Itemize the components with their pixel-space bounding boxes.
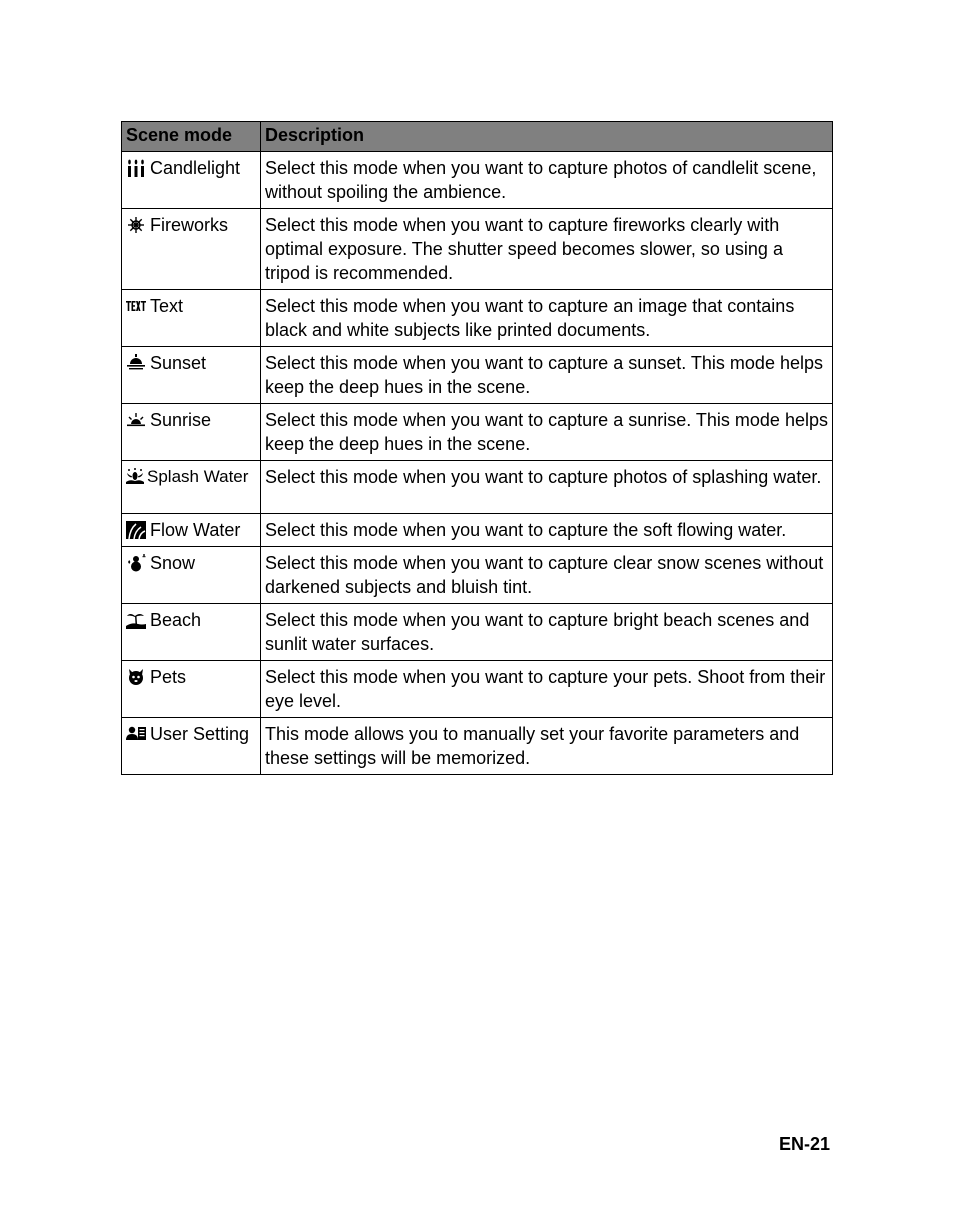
table-row — [122, 152, 833, 209]
scene-description: Select this mode when you want to capture your pets. Shoot from their eye level. — [261, 661, 833, 718]
scene-mode-cell — [122, 404, 261, 461]
scene-mode-cell — [122, 547, 261, 604]
scene-mode-cell — [122, 461, 261, 514]
flow-water-icon — [126, 521, 146, 539]
page-number: EN-21 — [779, 1134, 831, 1154]
user-setting-icon — [126, 725, 146, 743]
scene-mode-cell — [122, 661, 261, 718]
table-row — [122, 461, 833, 514]
scene-description: Select this mode when you want to capture fireworks clearly with optimal exposure. The shutter speed becomes slower, so using a tripod is recommended. — [261, 209, 833, 290]
splash-water-icon — [125, 467, 145, 485]
scene-mode-label: Pets — [150, 667, 187, 687]
column-header-description: Description — [261, 122, 833, 152]
sunset-icon — [126, 354, 146, 372]
table-row — [122, 604, 833, 661]
column-header-scene-mode: Scene mode — [122, 122, 261, 152]
scene-mode-label: Text — [150, 296, 184, 316]
scene-description: Select this mode when you want to capture an image that contains black and white subjects like printed documents. — [261, 290, 833, 347]
fireworks-icon — [126, 216, 146, 234]
beach-icon — [126, 611, 146, 629]
scene-mode-label: Splash Water — [147, 467, 249, 486]
scene-mode-cell — [122, 718, 261, 775]
snow-icon — [126, 554, 146, 572]
scene-description: Select this mode when you want to capture bright beach scenes and sunlit water surfaces. — [261, 604, 833, 661]
scene-description: Select this mode when you want to capture photos of splashing water. — [261, 461, 833, 514]
table-header-row — [122, 122, 833, 152]
scene-description: Select this mode when you want to capture clear snow scenes without darkened subjects and bluish tint. — [261, 547, 833, 604]
scene-description: Select this mode when you want to capture a sunset. This mode helps keep the deep hues in the scene. — [261, 347, 833, 404]
scene-mode-label: Flow Water — [150, 520, 241, 540]
scene-mode-cell — [122, 514, 261, 547]
scene-mode-cell — [122, 604, 261, 661]
scene-mode-table — [121, 121, 833, 775]
table-row — [122, 547, 833, 604]
pets-icon — [126, 668, 146, 686]
scene-mode-label: User Setting — [150, 724, 250, 744]
scene-mode-label: Candlelight — [150, 158, 241, 178]
table-row — [122, 404, 833, 461]
table-row — [122, 347, 833, 404]
text-icon — [126, 297, 146, 315]
scene-mode-cell — [122, 152, 261, 209]
table-row — [122, 718, 833, 775]
scene-description: Select this mode when you want to capture the soft flowing water. — [261, 514, 833, 547]
scene-mode-label: Fireworks — [150, 215, 229, 235]
scene-mode-label: Beach — [150, 610, 202, 630]
candlelight-icon — [126, 159, 146, 177]
scene-description: This mode allows you to manually set your favorite parameters and these settings will be memorized. — [261, 718, 833, 775]
scene-mode-cell — [122, 209, 261, 290]
scene-description: Select this mode when you want to capture photos of candlelit scene, without spoiling the ambience. — [261, 152, 833, 209]
table-row — [122, 661, 833, 718]
scene-mode-cell — [122, 290, 261, 347]
table-row — [122, 209, 833, 290]
scene-mode-label: Sunset — [150, 353, 207, 373]
table-row — [122, 514, 833, 547]
sunrise-icon — [126, 411, 146, 429]
scene-mode-cell — [122, 347, 261, 404]
scene-mode-label: Snow — [150, 553, 196, 573]
scene-description: Select this mode when you want to capture a sunrise. This mode helps keep the deep hues in the scene. — [261, 404, 833, 461]
scene-mode-label: Sunrise — [150, 410, 212, 430]
table-row — [122, 290, 833, 347]
